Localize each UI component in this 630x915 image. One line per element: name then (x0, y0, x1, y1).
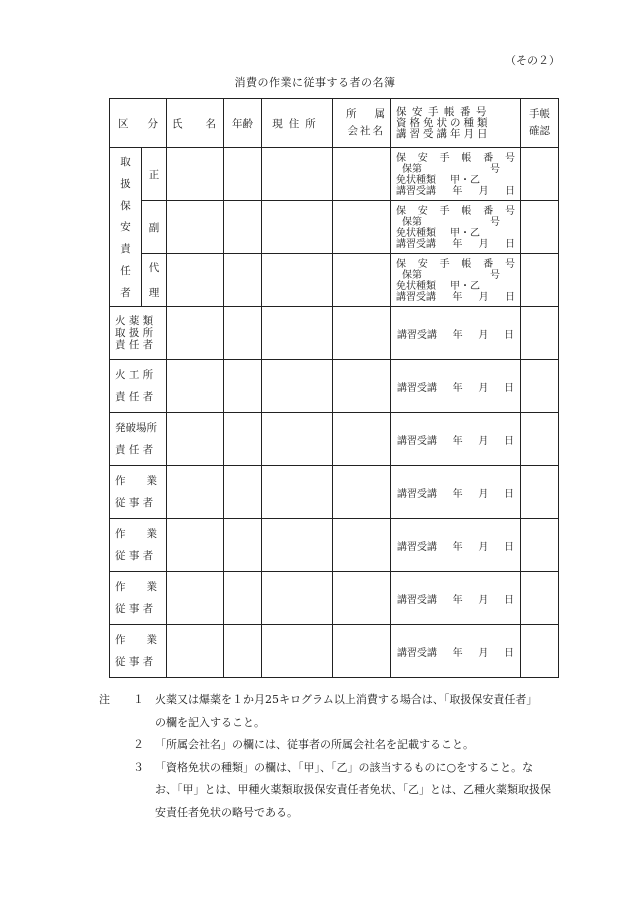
cell-cert: 講習受講 年 月 日 (391, 625, 521, 678)
row-worker (110, 466, 559, 519)
cell-cert: 講習受講 年 月 日 (391, 360, 521, 413)
cell-company (333, 572, 391, 625)
role-sei: 正 (142, 148, 167, 201)
note-item-3-cont: お、「甲」とは、甲種火薬類取扱保安責任者免状、「乙」とは、乙種火薬類取扱保 (155, 783, 551, 796)
cell-confirm (521, 360, 559, 413)
note-item-1-cont: の欄を記入すること。 (155, 715, 265, 729)
cell-company (333, 413, 391, 466)
cell-confirm (521, 466, 559, 519)
cell-name (167, 360, 224, 413)
cell-cert: 保 安 手 帳 番 号 保第 号 免状種類 甲・乙 講習受講 年 月 日 (391, 254, 521, 307)
row-blasting-manager (110, 413, 559, 466)
cell-name (167, 466, 224, 519)
cell-name (167, 625, 224, 678)
role-fuku: 副 (142, 201, 167, 254)
row-label: 火 工 所 責 任 者 (110, 360, 167, 413)
cell-cert: 講習受講 年 月 日 (391, 307, 521, 360)
cell-confirm (521, 201, 559, 254)
handling-row-dairi (110, 254, 559, 307)
row-worker (110, 625, 559, 678)
cell-address (262, 360, 333, 413)
cell-age (224, 466, 262, 519)
cell-cert: 講習受講 年 月 日 (391, 466, 521, 519)
cell-company (333, 201, 391, 254)
header-age: 年齢 (224, 99, 262, 148)
row-worker (110, 572, 559, 625)
cell-confirm (521, 625, 559, 678)
row-label: 火 薬 類 取 扱 所 責 任 者 (110, 307, 167, 360)
note-item-3: ３ 「資格免状の種類」の欄は、「甲」、「乙」の該当するものに○をすること。な (133, 760, 534, 774)
header-kubun: 区 分 (110, 99, 167, 148)
cell-company (333, 307, 391, 360)
handling-row-fuku (110, 201, 559, 254)
cell-name (167, 148, 224, 201)
row-label: 作 業 従 事 者 (110, 625, 167, 678)
cell-address (262, 519, 333, 572)
cell-address (262, 307, 333, 360)
cell-company (333, 148, 391, 201)
cell-age (224, 519, 262, 572)
cell-address (262, 148, 333, 201)
cell-company (333, 519, 391, 572)
cell-age (224, 148, 262, 201)
cell-company (333, 466, 391, 519)
roster-table (109, 98, 559, 678)
cell-address (262, 413, 333, 466)
cell-company (333, 254, 391, 307)
cell-age (224, 201, 262, 254)
header-company: 所 属 会社名 (333, 99, 391, 148)
header-name: 氏 名 (167, 99, 224, 148)
note-item-3-cont: 安責任者免状の略号である。 (155, 805, 298, 819)
row-label: 作 業 従 事 者 (110, 519, 167, 572)
cell-cert: 講習受講 年 月 日 (391, 413, 521, 466)
note-item-2: ２ 「所属会社名」の欄には、従事者の所属会社名を記載すること。 (133, 738, 474, 751)
cell-confirm (521, 572, 559, 625)
row-label: 作 業 従 事 者 (110, 572, 167, 625)
handling-row-sei (110, 148, 559, 201)
document-title: 消費の作業に従事する者の名簿 (234, 76, 396, 89)
cell-address (262, 625, 333, 678)
page-label: （その２） (505, 54, 560, 67)
header-address: 現住所 (262, 99, 333, 148)
cell-name (167, 572, 224, 625)
cell-age (224, 307, 262, 360)
cell-company (333, 360, 391, 413)
cell-name (167, 201, 224, 254)
role-dairi: 代 理 (142, 254, 167, 307)
cell-confirm (521, 148, 559, 201)
cell-company (333, 625, 391, 678)
notes (99, 689, 569, 824)
row-kakosho-manager (110, 360, 559, 413)
cell-name (167, 413, 224, 466)
header-cert: 保安手帳番号 資格免状の種類 講習受講年月日 (391, 99, 521, 148)
row-label: 作 業 従 事 者 (110, 466, 167, 519)
header-confirm: 手帳 確認 (521, 99, 559, 148)
cell-age (224, 413, 262, 466)
cell-cert: 講習受講 年 月 日 (391, 572, 521, 625)
cell-age (224, 572, 262, 625)
header-row (110, 99, 559, 148)
cell-address (262, 254, 333, 307)
row-storage-manager (110, 307, 559, 360)
cell-age (224, 254, 262, 307)
cell-age (224, 625, 262, 678)
cell-name (167, 307, 224, 360)
cell-age (224, 360, 262, 413)
handling-group-label: 取 扱 保 安 責 任 者 (110, 148, 142, 307)
cell-confirm (521, 254, 559, 307)
cell-confirm (521, 413, 559, 466)
cell-address (262, 572, 333, 625)
cell-name (167, 519, 224, 572)
row-worker (110, 519, 559, 572)
cell-name (167, 254, 224, 307)
cell-confirm (521, 307, 559, 360)
cell-address (262, 201, 333, 254)
cell-confirm (521, 519, 559, 572)
note-item-1: 注 １ 火薬又は爆薬を１か月25キログラム以上消費する場合は、「取扱保安責任者」 (99, 693, 538, 706)
row-label: 発破場所 責 任 者 (110, 413, 167, 466)
cell-address (262, 466, 333, 519)
cell-cert: 保 安 手 帳 番 号 保第 号 免状種類 甲・乙 講習受講 年 月 日 (391, 201, 521, 254)
cell-cert: 保 安 手 帳 番 号 保第 号 免状種類 甲・乙 講習受講 年 月 日 (391, 148, 521, 201)
cell-cert: 講習受講 年 月 日 (391, 519, 521, 572)
